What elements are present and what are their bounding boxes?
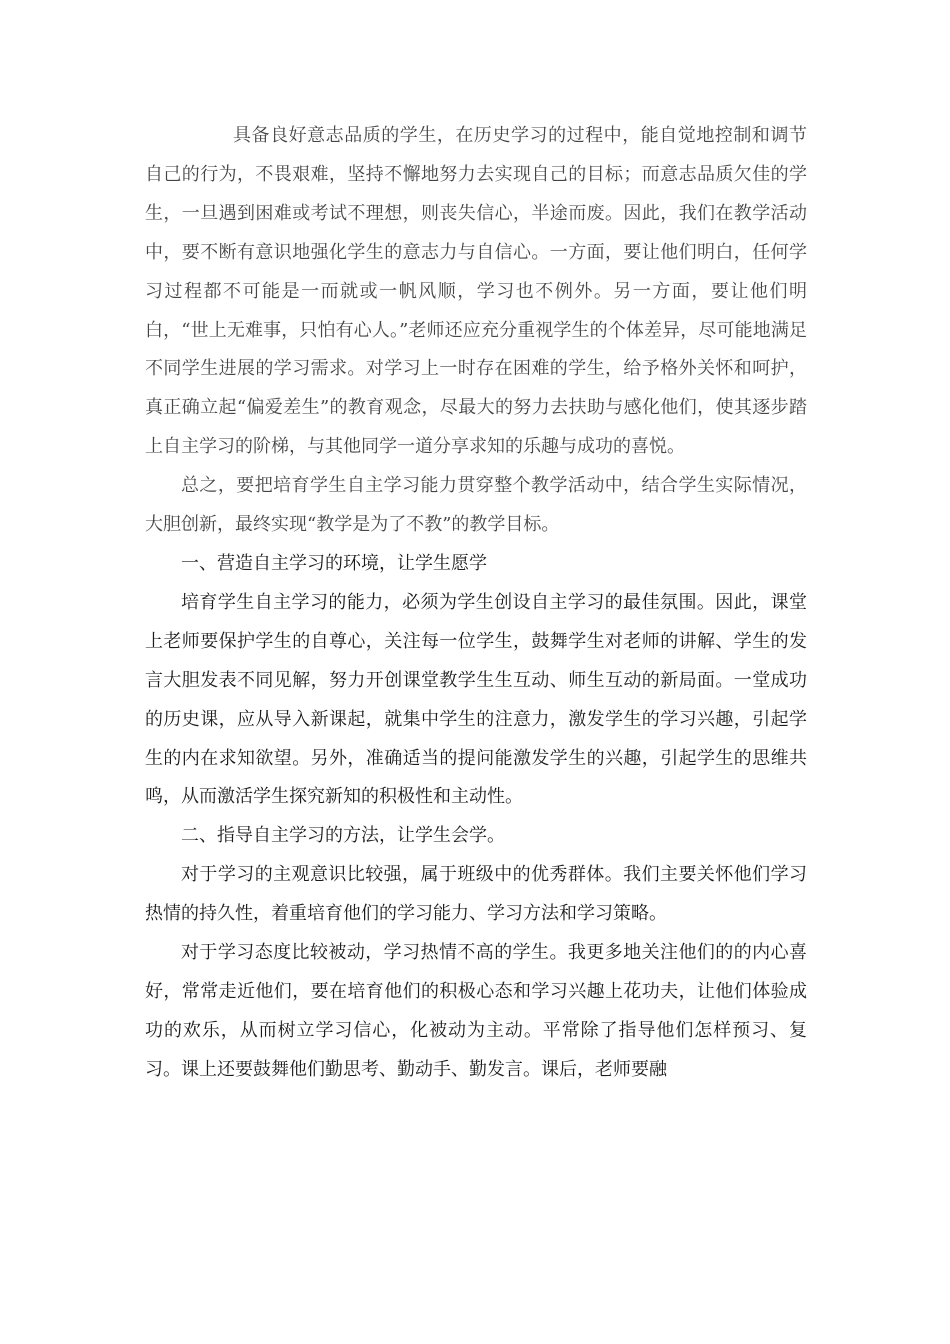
paragraph-willpower: 具备良好意志品质的学生，在历史学习的过程中，能自觉地控制和调节自己的行为，不畏艰难，坚持不懈地努力去实现自己的目标；而意志品质欠佳的学生，一旦遇到困难或考试不理想，则丧失信心，半途而废。因此，我们在教学活动中，要不断有意识地强化学生的意志力与自信心。一方面，要让他们明白，任何学习过程都不可能是一而就或一帆风顺，学习也不例外。另一方面，要让他们明白，“世上无难事，只怕有心人。”老师还应充分重视学生的个体差异，尽可能地满足不同学生进展的学习需求。对学习上一时存在困难的学生，给予格外关怀和呵护，真正确立起“偏爱差生”的教育观念，尽最大的努力去扶助与感化他们，使其逐步踏上自主学习的阶梯，与其他同学一道分享求知的乐趣与成功的喜悦。 xyxy=(145,125,807,458)
paragraph-active-learners: 对于学习的主观意识比较强，属于班级中的优秀群体。我们主要关怀他们学习热情的持久性，着重培育他们的学习能力、学习方法和学习策略。 xyxy=(145,864,807,925)
paragraph-environment: 培育学生自主学习的能力，必须为学生创设自主学习的最佳氛围。因此，课堂上老师要保护学生的自尊心，关注每一位学生，鼓舞学生对老师的讲解、学生的发言大胆发表不同见解，努力开创课堂教学生生互动、师生互动的新局面。一堂成功的历史课，应从导入新课起，就集中学生的注意力，激发学生的学习兴趣，引起学生的内在求知欲望。另外，准确适当的提问能激发学生的兴趣，引起学生的思维共鸣，从而激活学生探究新知的积极性和主动性。 xyxy=(145,591,807,808)
paragraph-passive-learners: 对于学习态度比较被动，学习热情不高的学生。我更多地关注他们的的内心喜好，常常走近他们，要在培育他们的积极心态和学习兴趣上花功夫，让他们体验成功的欢乐，从而树立学习信心，化被动为主动。平常除了指导他们怎样预习、复习。课上还要鼓舞他们勤思考、勤动手、勤发言。课后，老师要融 xyxy=(145,942,807,1080)
section-heading-environment: 一、营造自主学习的环境，让学生愿学 xyxy=(181,552,487,574)
section-heading-method: 二、指导自主学习的方法，让学生会学。 xyxy=(181,825,505,847)
document-body xyxy=(145,117,807,1090)
paragraph-summary: 总之，要把培育学生自主学习能力贯穿整个教学活动中，结合学生实际情况，大胆创新，最终实现“教学是为了不教”的教学目标。 xyxy=(145,475,807,536)
